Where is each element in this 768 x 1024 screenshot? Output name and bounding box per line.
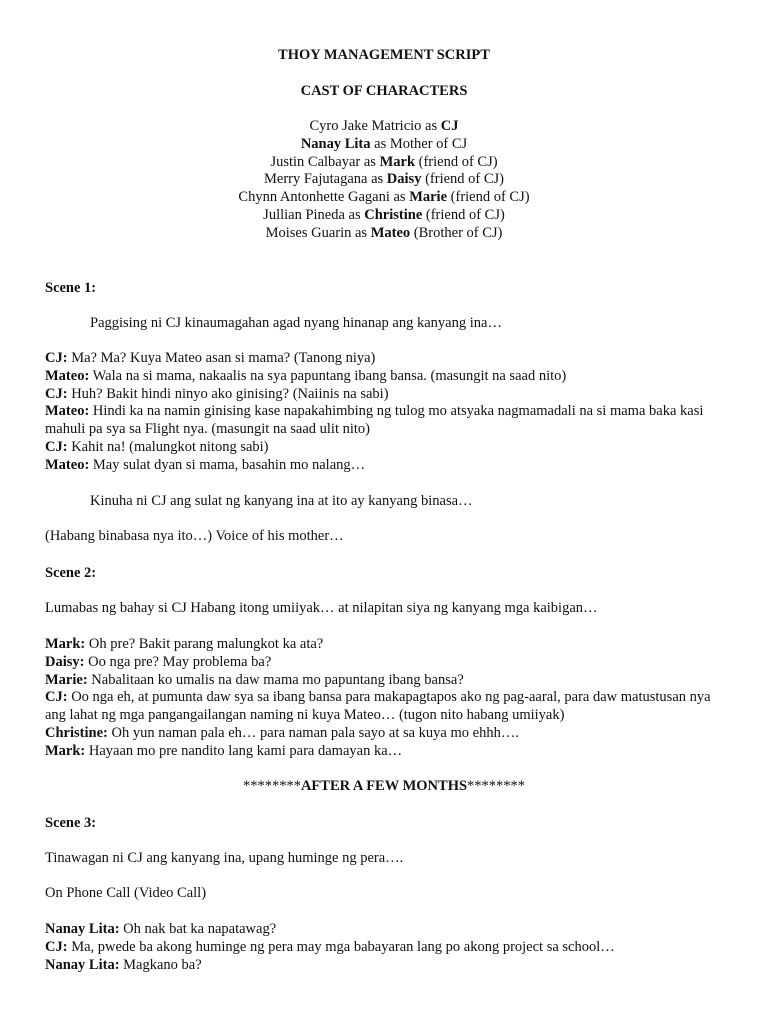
script-title: THOY MANAGEMENT SCRIPT [278, 47, 490, 63]
scene-1-narration-2: Kinuha ni CJ ang sulat ng kanyang ina at ito ay kanyang binasa… [90, 493, 473, 509]
dialogue-line: Mateo: Hindi ka na namin ginising kase napakahimbing ng tulog mo atsyaka nagmamadali na si mama baka kasi mahuli pa sya sa Flight nya. (masungit na saad ulit nito) [45, 403, 704, 438]
scene-2-heading: Scene 2: [45, 565, 97, 581]
scene-3-narration: Tinawagan ni CJ ang kanyang ina, upang huminge ng pera…. [45, 850, 404, 866]
scene-2-dialogue [45, 636, 723, 761]
dialogue-line: Daisy: Oo nga pre? May problema ba? [45, 653, 272, 670]
dialogue-line: CJ: Ma, pwede ba akong huminge ng pera may mga babayaran lang po akong project sa school… [45, 938, 615, 955]
cast-entry: Nanay Lita as Mother of CJ [300, 135, 468, 152]
dialogue-line: Nanay Lita: Magkano ba? [45, 956, 202, 973]
cast-heading: CAST OF CHARACTERS [300, 83, 468, 99]
scene-1-heading: Scene 1: [45, 280, 97, 296]
cast-list [45, 118, 723, 243]
dialogue-line: Christine: Oh yun naman pala eh… para naman pala sayo at sa kuya mo ehhh…. [45, 724, 519, 741]
dialogue-line: Mark: Oh pre? Bakit parang malungkot ka ata? [45, 636, 324, 652]
cast-entry: Jullian Pineda as Christine (friend of CJ) [263, 206, 505, 223]
dialogue-line: Mateo: Wala na si mama, nakaalis na sya papuntang ibang bansa. (masungit na saad nito) [45, 367, 567, 384]
scene-3-dialogue [45, 921, 723, 974]
dialogue-line: Marie: Nabalitaan ko umalis na daw mama mo papuntang ibang bansa? [45, 671, 464, 688]
dialogue-line: CJ: Kahit na! (malungkot nitong sabi) [45, 438, 269, 455]
dialogue-line: Mark: Hayaan mo pre nandito lang kami para damayan ka… [45, 742, 403, 759]
cast-entry: Merry Fajutagana as Daisy (friend of CJ) [263, 171, 504, 188]
cast-entry: Justin Calbayar as Mark (friend of CJ) [270, 153, 498, 170]
cast-entry: Chynn Antonhette Gagani as Marie (friend of CJ) [238, 189, 530, 206]
interlude-banner: ********AFTER A FEW MONTHS******** [242, 778, 526, 794]
dialogue-line: CJ: Ma? Ma? Kuya Mateo asan si mama? (Tanong niya) [45, 350, 376, 366]
scene-3-narration-2: On Phone Call (Video Call) [45, 885, 207, 901]
scene-2-narration: Lumabas ng bahay si CJ Habang itong umiiyak… at nilapitan siya ng kanyang mga kaibigan… [45, 600, 598, 616]
scene-1-dialogue [45, 350, 723, 475]
dialogue-line: CJ: Oo nga eh, at pumunta daw sya sa ibang bansa para makapagtapos ako ng pag-aaral, para daw matustusan nya ang lahat ng mga pangangailangan naming ni kuya Mateo… (tugon nito habang umiiyak) [45, 689, 711, 724]
cast-entry: Cyro Jake Matricio as CJ [309, 118, 459, 134]
scene-1-narration: Paggising ni CJ kinaumagahan agad nyang hinanap ang kanyang ina… [90, 315, 502, 331]
scene-1-narration-3: (Habang binabasa nya ito…) Voice of his mother… [45, 528, 344, 544]
dialogue-line: CJ: Huh? Bakit hindi ninyo ako ginising? (Naiinis na sabi) [45, 385, 389, 402]
scene-3-heading: Scene 3: [45, 815, 97, 831]
dialogue-line: Nanay Lita: Oh nak bat ka napatawag? [45, 921, 277, 937]
dialogue-line: Mateo: May sulat dyan si mama, basahin mo nalang… [45, 456, 366, 473]
cast-entry: Moises Guarin as Mateo (Brother of CJ) [265, 224, 503, 241]
